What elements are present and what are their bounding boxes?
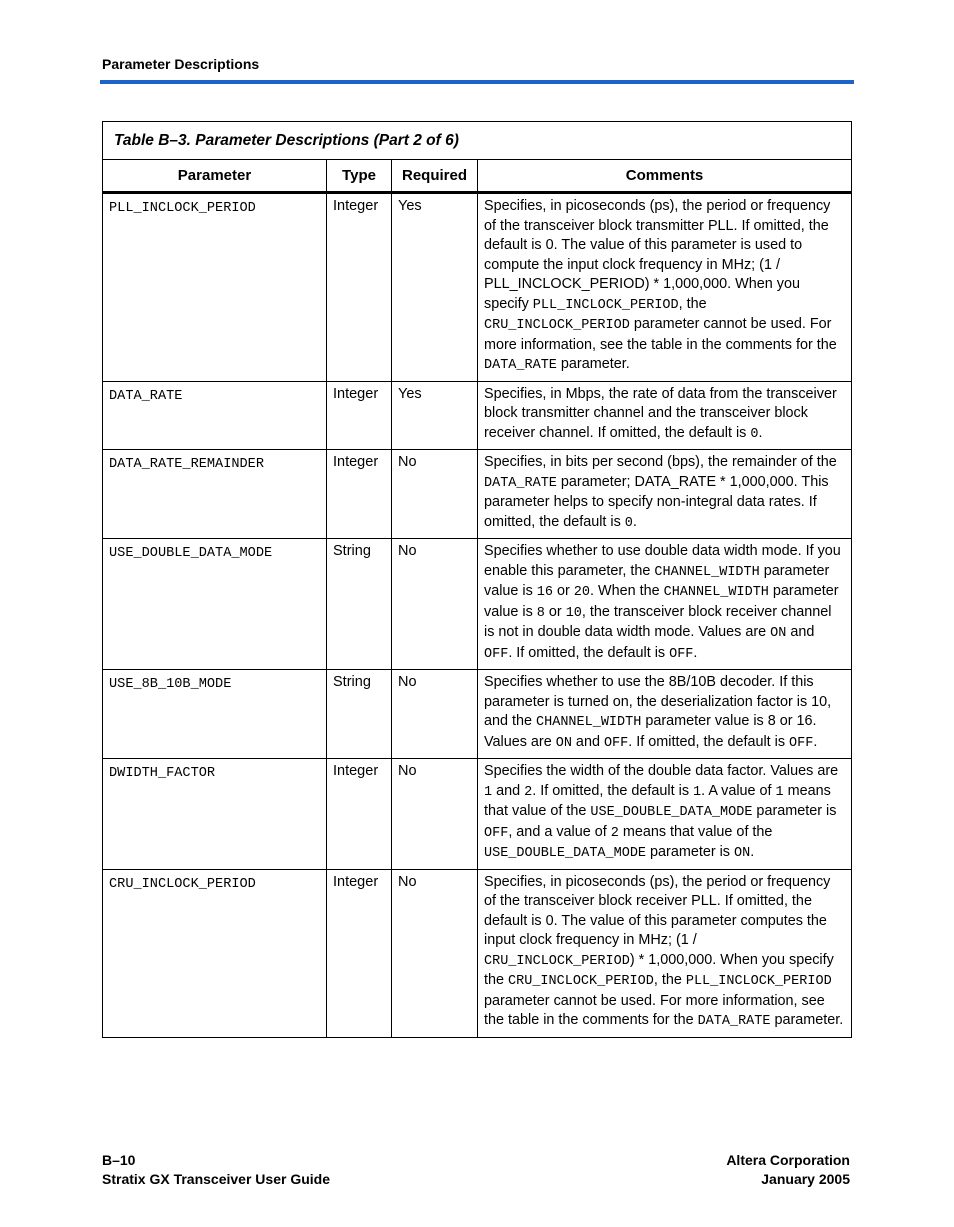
- comment-text: and: [571, 733, 604, 750]
- required-cell: No: [392, 759, 478, 870]
- comment-text: .: [750, 844, 755, 860]
- parameter-cell: [103, 759, 327, 870]
- comment-code-term: ON: [555, 735, 572, 751]
- comment-text: .: [632, 513, 637, 530]
- table-row: [103, 759, 852, 870]
- comment-code-term: 0: [750, 426, 759, 442]
- comment-cell: [478, 193, 852, 382]
- publication-date: January 2005: [761, 1171, 850, 1187]
- parameter-name: USE_DOUBLE_DATA_MODE: [109, 546, 273, 561]
- type-cell: String: [327, 539, 392, 670]
- comment-text: , the: [653, 972, 686, 988]
- comment-text: Specifies, in Mbps, the rate of data from the transceiver block transmitter channel and the transceiver block receiver channel. If omitted, the default is: [484, 385, 837, 441]
- comment-text: Specifies, in picoseconds (ps), the period or frequency of the transceiver block transmitter PLL. If omitted, the default is 0. The value of this parameter is used to compute the input clock frequency in MHz; (1 / PLL_INCLOCK_PERIOD) * 1,000,000. When you specify: [484, 198, 831, 312]
- comment-cell: [478, 670, 852, 759]
- comment-code-term: 16: [536, 585, 553, 600]
- comment-text: parameter value is 8 or 16. Values are: [484, 713, 817, 750]
- column-header-comments: Comments: [478, 160, 852, 193]
- comment-text: parameter cannot be used. For more information, see the table in the comments for the: [484, 316, 837, 353]
- required-cell: Yes: [392, 193, 478, 382]
- comment-text: parameter value is: [484, 583, 839, 620]
- type-cell: Integer: [327, 759, 392, 870]
- table-row: [103, 539, 852, 670]
- comment-text: . If omitted, the default is: [508, 644, 670, 661]
- parameter-table: [102, 121, 852, 1038]
- comment-cell: [478, 450, 852, 539]
- column-header-parameter: Parameter: [103, 160, 327, 193]
- table-caption: Table B–3. Parameter Descriptions (Part 2 of 6): [103, 122, 852, 160]
- page-number: B–10: [102, 1152, 136, 1168]
- required-cell: No: [392, 450, 478, 539]
- parameter-name: DATA_RATE: [109, 388, 183, 404]
- comment-code-term: PLL_INCLOCK_PERIOD: [685, 974, 832, 989]
- comment-code-term: CHANNEL_WIDTH: [536, 715, 642, 730]
- comment-text: parameter; DATA_RATE * 1,000,000. This parameter helps to specify non-integral data rates. If omitted, the default is: [484, 473, 829, 530]
- comment-cell: [478, 381, 852, 450]
- comment-code-term: 2: [610, 825, 619, 841]
- comment-code-term: ON: [770, 626, 787, 641]
- comment-text: Specifies, in picoseconds (ps), the period or frequency of the transceiver block receiver PLL. If omitted, the default is 0. The value of this parameter computes the input clock frequency in MHz; (1 /: [484, 873, 831, 948]
- book-title: Stratix GX Transceiver User Guide: [102, 1171, 330, 1187]
- required-cell: Yes: [392, 381, 478, 450]
- comment-code-term: CRU_INCLOCK_PERIOD: [484, 953, 630, 969]
- parameter-cell: [103, 193, 327, 382]
- comment-code-term: OFF: [669, 646, 694, 662]
- type-cell: Integer: [327, 450, 392, 539]
- table-header-row: [103, 160, 852, 193]
- footer-left: [102, 1151, 330, 1189]
- comment-code-term: 1: [775, 784, 784, 800]
- required-cell: No: [392, 869, 478, 1037]
- parameter-name: DWIDTH_FACTOR: [109, 766, 216, 781]
- table-body: [103, 193, 852, 1038]
- comment-text: and: [786, 624, 815, 640]
- comment-text: parameter.: [556, 356, 630, 372]
- comment-code-term: 0: [624, 515, 633, 531]
- comment-text: parameter is: [646, 844, 735, 860]
- parameter-name: CRU_INCLOCK_PERIOD: [109, 876, 256, 892]
- comment-text: means that value of the: [484, 782, 831, 819]
- comment-text: or: [553, 583, 574, 599]
- comment-text: parameter.: [770, 1012, 844, 1028]
- comment-code-term: ON: [734, 846, 751, 861]
- comment-code-term: DATA_RATE: [484, 475, 557, 491]
- required-cell: No: [392, 539, 478, 670]
- parameter-table-container: [102, 121, 851, 1038]
- comment-code-term: DATA_RATE: [697, 1014, 771, 1029]
- comment-code-term: USE_DOUBLE_DATA_MODE: [484, 846, 647, 861]
- comment-code-term: OFF: [484, 825, 509, 841]
- comment-code-term: 20: [573, 585, 590, 600]
- type-cell: Integer: [327, 193, 392, 382]
- comment-code-term: 1: [693, 784, 702, 800]
- comment-text: Specifies whether to use double data width mode. If you enable this parameter, the: [484, 543, 841, 579]
- comment-text: parameter cannot be used. For more information, see the table in the comments for the: [484, 992, 825, 1028]
- comment-cell: [478, 539, 852, 670]
- comment-code-term: CRU_INCLOCK_PERIOD: [484, 318, 630, 333]
- header-rule: [100, 80, 854, 84]
- table-row: [103, 670, 852, 759]
- comment-code-term: OFF: [789, 735, 814, 751]
- type-cell: Integer: [327, 381, 392, 450]
- comment-text: Specifies whether to use the 8B/10B decoder. If this parameter is turned on, the deserialization factor is 10, and the: [484, 674, 832, 729]
- type-cell: String: [327, 670, 392, 759]
- comment-code-term: PLL_INCLOCK_PERIOD: [532, 297, 679, 313]
- comment-text: Specifies the width of the double data factor. Values are: [484, 763, 839, 779]
- table-row: [103, 381, 852, 450]
- comment-text: Specifies, in bits per second (bps), the remainder of the: [484, 454, 837, 470]
- comment-text: , and a value of: [508, 823, 611, 840]
- comment-text: and: [492, 782, 525, 799]
- parameter-name: PLL_INCLOCK_PERIOD: [109, 201, 256, 216]
- comment-code-term: CRU_INCLOCK_PERIOD: [508, 974, 654, 989]
- comment-cell: [478, 869, 852, 1037]
- comment-text: . When the: [590, 583, 664, 599]
- parameter-cell: [103, 539, 327, 670]
- parameter-cell: [103, 670, 327, 759]
- comment-text: or: [544, 603, 566, 620]
- comment-code-term: 1: [484, 784, 493, 800]
- comment-text: .: [693, 644, 698, 661]
- footer-right: [726, 1151, 850, 1189]
- comment-code-term: 2: [524, 784, 533, 800]
- comment-text: , the: [678, 295, 707, 312]
- comment-text: ) * 1,000,000. When you specify the: [484, 951, 834, 988]
- comment-text: .: [813, 733, 818, 750]
- comment-code-term: DATA_RATE: [484, 358, 557, 373]
- comment-cell: [478, 759, 852, 870]
- table-row: [103, 869, 852, 1037]
- parameter-name: DATA_RATE_REMAINDER: [109, 457, 264, 472]
- comment-text: . If omitted, the default is: [532, 782, 694, 799]
- comment-text: parameter is: [752, 803, 837, 819]
- comment-code-term: 8: [536, 605, 545, 621]
- parameter-cell: [103, 869, 327, 1037]
- table-row: [103, 193, 852, 382]
- comment-code-term: 10: [565, 605, 582, 621]
- required-cell: No: [392, 670, 478, 759]
- comment-text: . If omitted, the default is: [628, 733, 790, 750]
- comment-code-term: USE_DOUBLE_DATA_MODE: [590, 805, 753, 820]
- running-header-title: Parameter Descriptions: [102, 56, 260, 72]
- parameter-cell: [103, 381, 327, 450]
- comment-code-term: CHANNEL_WIDTH: [663, 585, 769, 600]
- comment-text: parameter value is: [484, 562, 830, 599]
- comment-text: , the transceiver block receiver channel is not in double data width mode. Values are: [484, 603, 832, 640]
- parameter-name: USE_8B_10B_MODE: [109, 677, 232, 692]
- parameter-cell: [103, 450, 327, 539]
- column-header-type: Type: [327, 160, 392, 193]
- comment-text: . A value of: [701, 782, 776, 799]
- type-cell: Integer: [327, 869, 392, 1037]
- comment-text: .: [758, 424, 763, 441]
- comment-code-term: OFF: [484, 646, 509, 662]
- comment-code-term: OFF: [603, 735, 629, 751]
- company-name: Altera Corporation: [726, 1152, 850, 1168]
- column-header-required: Required: [392, 160, 478, 193]
- comment-text: means that value of the: [618, 823, 773, 840]
- comment-code-term: CHANNEL_WIDTH: [654, 564, 760, 580]
- table-row: [103, 450, 852, 539]
